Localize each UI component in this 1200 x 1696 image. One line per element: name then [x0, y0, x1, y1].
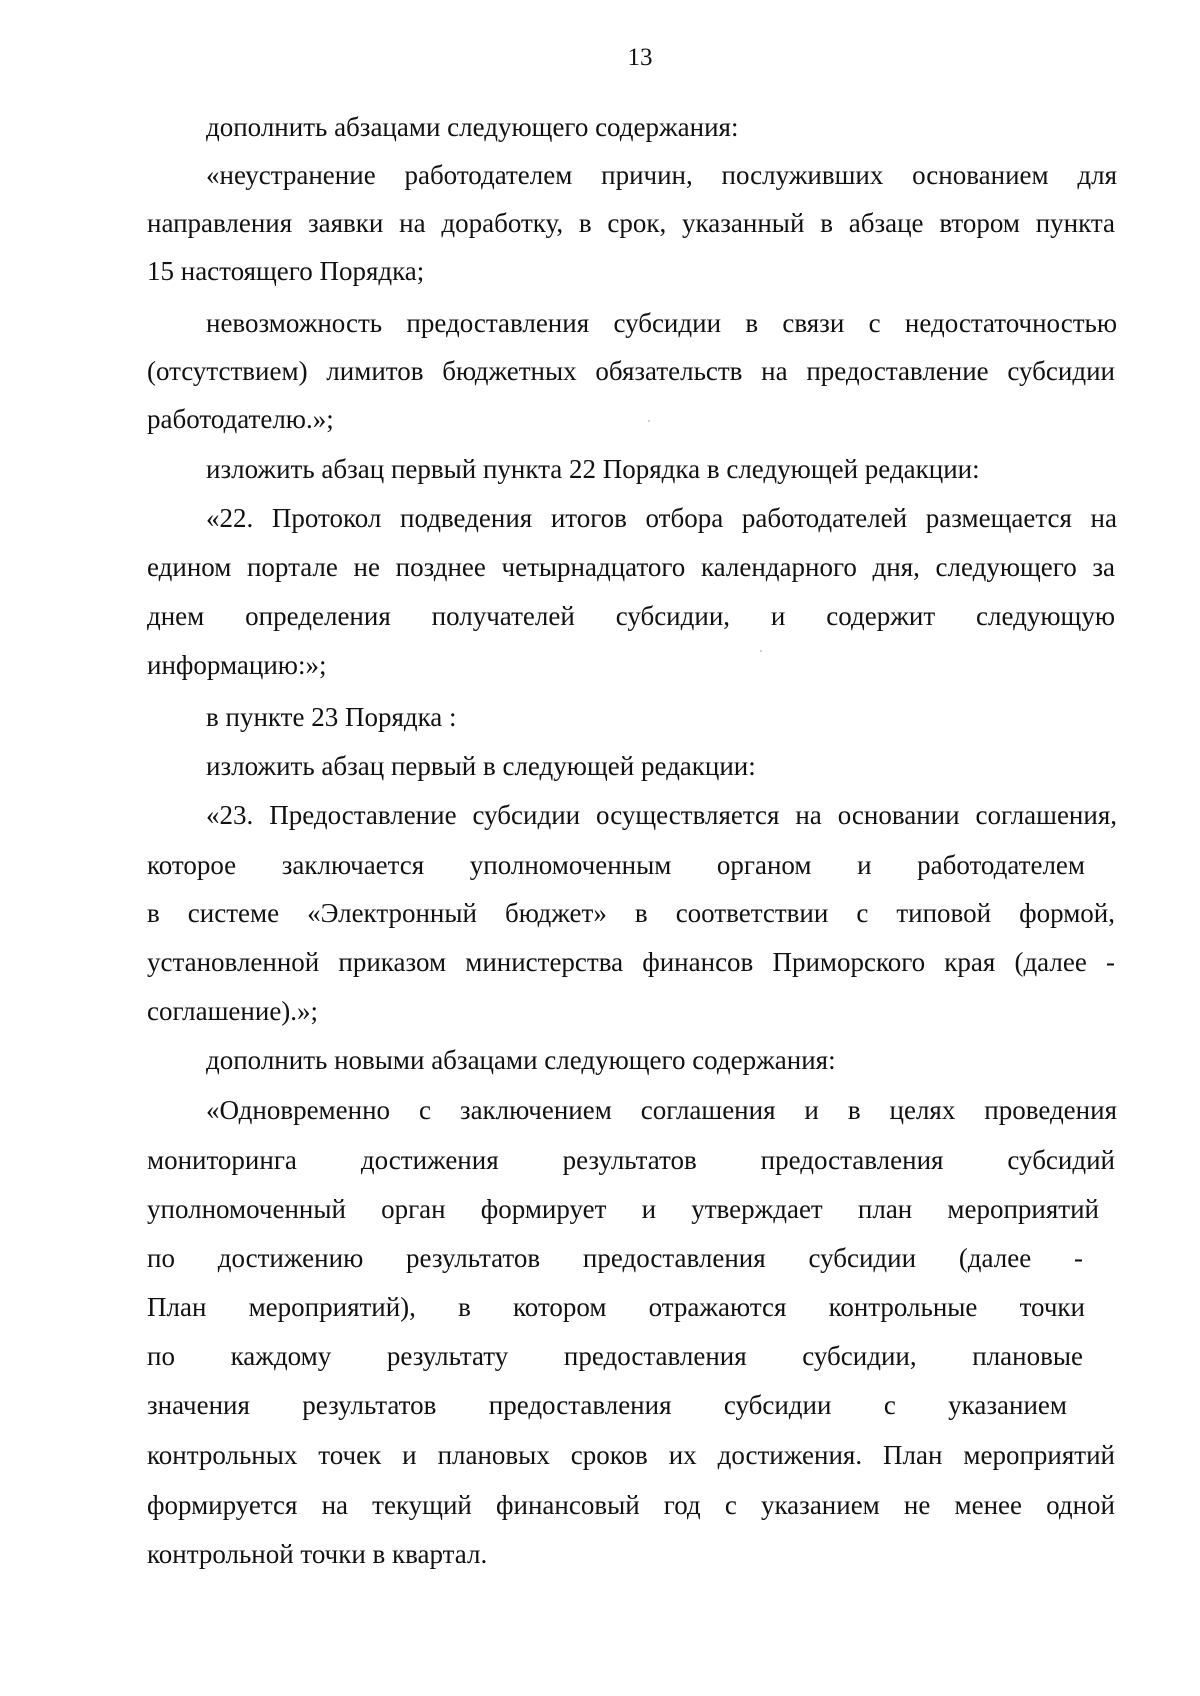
text-line: (отсутствием) лимитов бюджетных обязательств на предоставление субсидии: [147, 356, 1115, 386]
text-line: которое заключается уполномоченным органом и работодателем: [147, 850, 1085, 880]
text-line: «23. Предоставление субсидии осуществляется на основании соглашения,: [206, 800, 1117, 830]
text-line: дополнить новыми абзацами следующего содержания:: [206, 1045, 836, 1075]
text-line: «22. Протокол подведения итогов отбора работодателей размещается на: [206, 503, 1117, 533]
text-line: формируется на текущий финансовый год с указанием не менее одной: [147, 1490, 1115, 1520]
text-line: направления заявки на доработку, в срок, указанный в абзаце втором пункта: [147, 208, 1115, 238]
text-line: работодателю.»;: [147, 404, 334, 434]
text-line: контрольной точки в квартал.: [147, 1539, 488, 1569]
text-line: соглашение).»;: [147, 996, 319, 1026]
text-line: контрольных точек и плановых сроков их достижения. План мероприятий: [147, 1440, 1115, 1470]
scan-speck: [760, 650, 762, 652]
text-line: установленной приказом министерства финансов Приморского края (далее -: [147, 947, 1115, 977]
text-line: по каждому результату предоставления субсидии, плановые: [147, 1341, 1083, 1371]
scan-speck: [648, 420, 650, 422]
text-line: дополнить абзацами следующего содержания:: [206, 112, 739, 142]
page-number: 13: [627, 44, 653, 71]
text-line: информацию:»;: [147, 650, 327, 680]
text-line: «Одновременно с заключением соглашения и в целях проведения: [206, 1095, 1117, 1125]
text-line: изложить абзац первый пункта 22 Порядка в следующей редакции:: [206, 454, 980, 484]
text-line: невозможность предоставления субсидии в связи с недостаточностью: [206, 308, 1117, 338]
text-line: «неустранение работодателем причин, послуживших основанием для: [206, 160, 1117, 190]
text-line: значения результатов предоставления субсидии с указанием: [147, 1390, 1067, 1420]
text-line: в системе «Электронный бюджет» в соответствии с типовой формой,: [147, 898, 1115, 928]
text-line: мониторинга достижения результатов предоставления субсидий: [147, 1145, 1115, 1175]
text-line: изложить абзац первый в следующей редакции:: [206, 751, 756, 781]
text-line: по достижению результатов предоставления субсидии (далее -: [147, 1243, 1083, 1273]
text-line: в пункте 23 Порядка :: [206, 702, 457, 732]
text-line: днем определения получателей субсидии, и содержит следующую: [147, 601, 1115, 631]
text-line: План мероприятий), в котором отражаются контрольные точки: [147, 1292, 1085, 1322]
text-line: уполномоченный орган формирует и утверждает план мероприятий: [147, 1194, 1099, 1224]
text-line: едином портале не позднее четырнадцатого календарного дня, следующего за: [147, 552, 1115, 582]
text-line: 15 настоящего Порядка;: [147, 256, 425, 286]
